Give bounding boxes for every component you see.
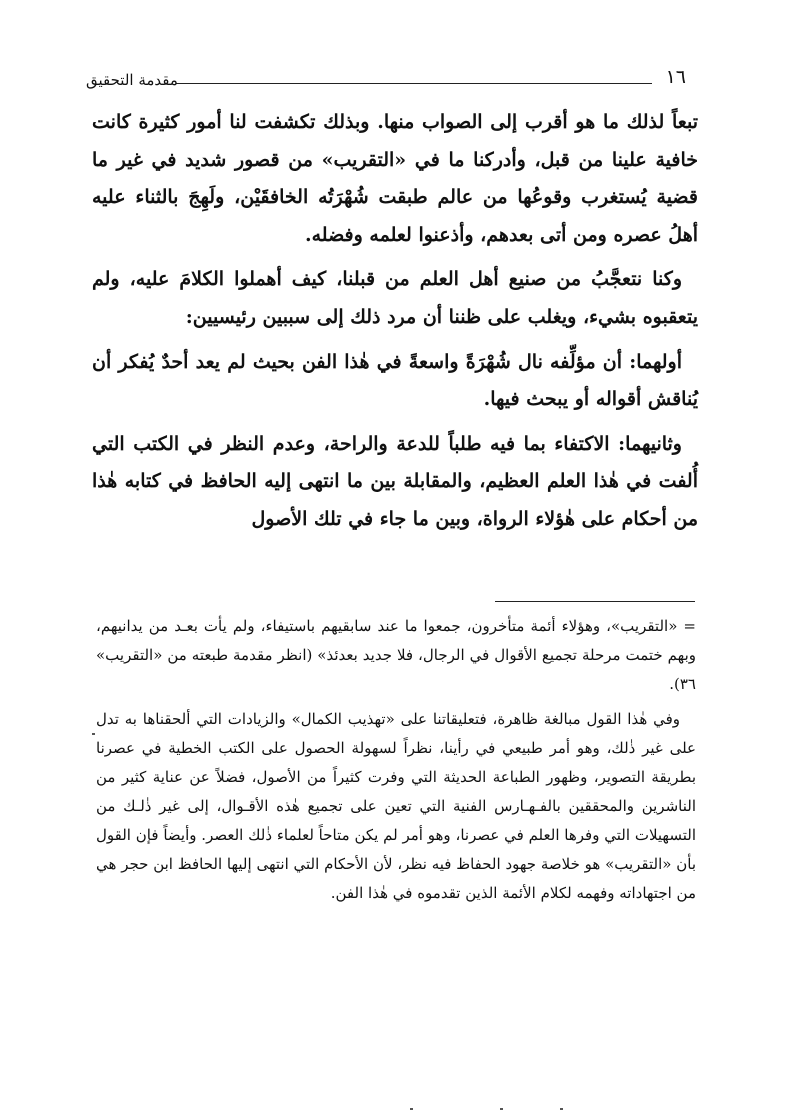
footnote-paragraph: وفي هٰذا القول مبالغة ظاهرة، فتعليقاتنا على «تهذيب الكمال» والزيادات التي ألحقناها به تدل على غير ذٰلك، وهو أمر طبيعي في رأينا، نظراً لسهولة الحصول على الكتب الخطية في عصرنا بطريقة التصوير، وظهور الطباعة الحديثة التي وفرت كثيراً من الأصول، فضلاً عن عناية كثير من الناشرين والمحققين بالفـهـارس الفنية التي تعين على تجميع هٰذه الأقـوال، إلى غير ذٰلـك من التسهيلات التي وفرها العلم في عصرنا، وهو أمر لم يكن متاحاً لعلماء ذٰلك العصر. وأيضاً فإن القول بأن «التقريب» هو خلاصة جهود الحفاظ فيه نظر، لأن الأحكام التي انتهى إليها الحافظ ابن حجر هي من اجتهاداته وفهمه لكلام الأئمة الذين تقدموه في هٰذا الفن. [96,710,696,902]
page-number: ١٦ [665,66,686,88]
footnote-separator [495,601,695,602]
footnote-paragraph: = «التقريب»، وهؤلاء أئمة متأخرون، جمعوا ما عند سابقيهم باستيفاء، ولم يأت بعـد من يدانيهم، وبهم ختمت مرحلة تجميع الأقوال في الرجال، فلا جديد بعدئذ» (انظر مقدمة طبعته من «التقريب» ٣٦). [96,617,696,693]
scan-mark [92,733,95,735]
header-rule [176,83,652,84]
main-paragraph: وثانيهما: الاكتفاء بما فيه طلباً للدعة والراحة، وعدم النظر في الكتب التي أُلفت في هٰذا العلم العظيم، والمقابلة بين ما انتهى إليه الحافظ في كتابه هٰذا من أحكام على هٰؤلاء الرواة، وبين ما جاء في تلك الأصول [92,432,698,530]
scan-mark [410,1108,413,1110]
main-paragraph: تبعاً لذلك ما هو أقرب إلى الصواب منها. وبذلك تكشفت لنا أمور كثيرة كانت خافية علينا من قبل، وأدركنا ما في «التقريب» من قصور شديد في غير ما قضية يُستغرب وقوعُها من عالم طبقت شُهْرَتُه الخافقَيْن، ولَهِجَ بالثناء عليه أهلُ عصره ومن أتى بعدهم، وأذعنوا لعلمه وفضله. [92,111,698,246]
main-paragraph: أولهما: أن مؤلِّفه نال شُهْرَةً واسعةً في هٰذا الفن بحيث لم يعد أحدٌ يُفكر أن يُناقش أقواله أو يبحث فيها. [92,350,698,411]
main-paragraph: وكنا نتعجَّبُ من صنيع أهل العلم من قبلنا، كيف أهملوا الكلامَ عليه، ولم يتعقبوه بشيء، ويغلب على ظننا أن مرد ذلك إلى سببين رئيسيين: [92,268,698,328]
scan-mark [500,1108,503,1110]
main-text [92,104,698,546]
scan-mark [560,1108,563,1110]
page-header [86,66,686,98]
running-title: مقدمة التحقيق [86,71,178,89]
footnotes [96,612,696,914]
